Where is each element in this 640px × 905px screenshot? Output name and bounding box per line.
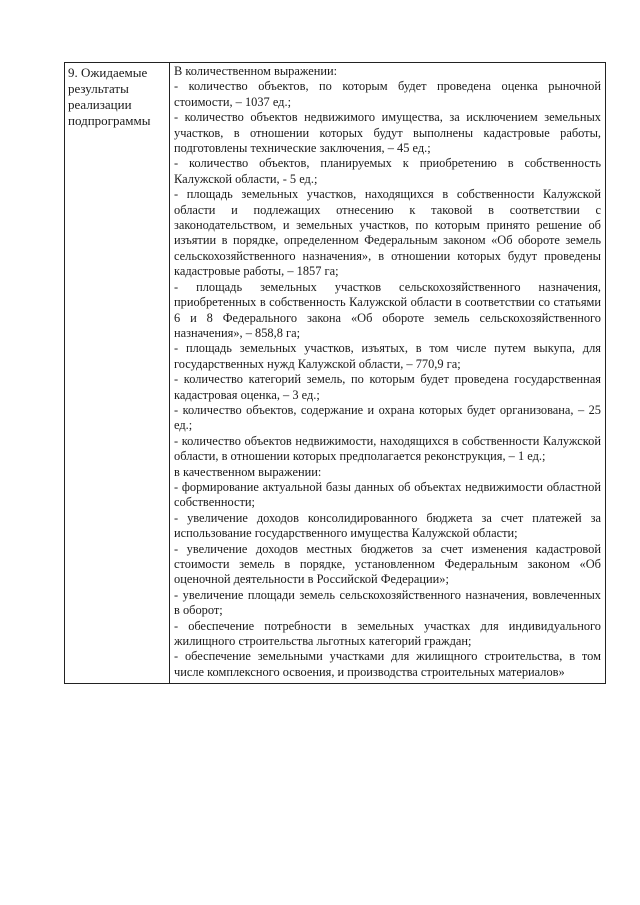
list-item: - формирование актуальной базы данных об объектах недвижимости областной собственности; [174,479,601,510]
list-item: - количество объектов недвижимости, находящихся в собственности Калужской области, в отношении которых предполагается реконструкция, – 1 ед.; [174,433,601,464]
list-item: - количество объектов, содержание и охрана которых будет организована, – 25 ед.; [174,402,601,433]
row-label-cell [65,63,170,684]
list-item: - увеличение доходов консолидированного бюджета за счет платежей за использование государственного имущества Калужской области; [174,510,601,541]
row-content-cell [170,63,606,684]
list-item: - увеличение доходов местных бюджетов за счет изменения кадастровой стоимости земель в порядке, установленном Федеральным законом «Об оценочной деятельности в Российской Федерации»; [174,541,601,587]
list-item: - количество объектов, по которым будет проведена оценка рыночной стоимости, – 1037 ед.; [174,79,601,109]
quantitative-heading: В количественном выражении: [174,64,338,78]
list-item: - обеспечение земельными участками для жилищного строительства, в том числе комплексного освоения, и производства строительных материалов» [174,649,601,679]
list-item: - площадь земельных участков, находящихся в собственности Калужской области и подлежащих отнесению к таковой в соответствии с законодательством, и земельных участков, по которым принято решение об изъятии в порядке, определенном Федеральным законом «Об обороте земель сельскохозяйственного назначения», в отношении которых будут проведены кадастровые работы, – 1857 га; [174,187,601,279]
list-item: - площадь земельных участков, изъятых, в том числе путем выкупа, для государственных нужд Калужской области, – 770,9 га; [174,341,601,371]
table-row [65,63,606,684]
list-item: - количество объектов недвижимого имущества, за исключением земельных участков, в отношении которых будут выполнены кадастровые работы, подготовлены технические заключения, – 45 ед.; [174,110,601,156]
list-item: - количество объектов, планируемых к приобретению в собственность Калужской области, - 5 ед.; [174,156,601,186]
qualitative-heading: в качественном выражении: [174,464,322,479]
list-item: - увеличение площади земель сельскохозяйственного назначения, вовлеченных в оборот; [174,587,601,618]
results-table [64,62,606,684]
list-item: - количество категорий земель, по которым будет проведена государственная кадастровая оценка, – 3 ед.; [174,372,601,402]
row-label: 9. Ожидаемые результаты реализации подпрограммы [68,65,151,128]
list-item: - площадь земельных участков сельскохозяйственного назначения, приобретенных в собственность Калужской области в соответствии со статьями 6 и 8 Федерального закона «Об обороте земель сельскохозяйственного назначения», – 858,8 га; [174,279,601,340]
list-item: - обеспечение потребности в земельных участках для индивидуального жилищного строительства льготных категорий граждан; [174,618,601,649]
row-content [174,64,601,680]
